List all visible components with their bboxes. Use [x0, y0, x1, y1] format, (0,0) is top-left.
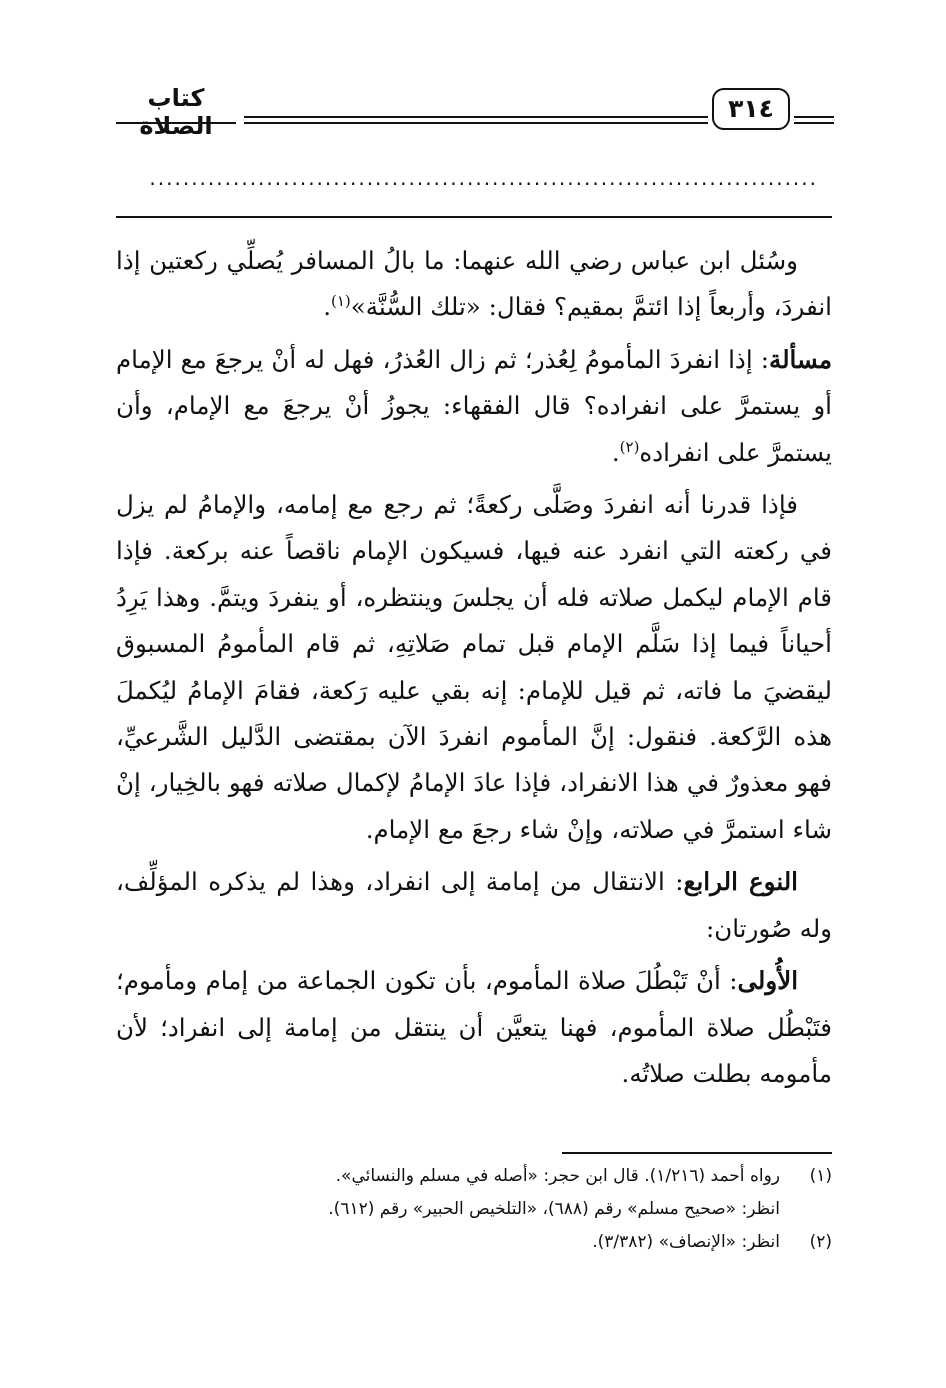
footnote-1	[116, 1160, 832, 1193]
paragraph-5-text: : أنْ تَبْطُلَ صلاة المأموم، بأن تكون الجماعة من إمام ومأموم؛ فتَبْطُل صلاة المأموم، فهنا يتعيَّن أن ينتقل من إمامة إلى انفراد؛ لأن مأمومه بطلت صلاتُه.	[116, 966, 832, 1088]
main-text	[116, 238, 832, 1103]
footnote-2	[116, 1226, 832, 1259]
page-number: ٣١٤	[712, 88, 790, 130]
paragraph-1	[116, 238, 832, 331]
paragraph-1-text: وسُئل ابن عباس رضي الله عنهما: ما بالُ المسافر يُصلِّي ركعتين إذا انفردَ، وأربعاً إذا ائتمَّ بمقيم؟ فقال: «تلك السُّنَّة»	[116, 246, 832, 322]
paragraph-3: فإذا قدرنا أنه انفردَ وصَلَّى ركعةً؛ ثم رجع مع إمامه، والإمامُ لم يزل في ركعته التي انفرد عنه فيها، فسيكون الإمام ناقصاً عنه بركعة. فإذا قام الإمام ليكمل صلاته فله أن يجلسَ وينتظره، أو ينفردَ ويتمَّ. وهذا يَرِدُ أحياناً فيما إذا سَلَّم الإمام قبل تمام صَلاتِهِ، ثم قام المأمومُ المسبوق ليقضيَ ما فاته، ثم قيل للإمام: إنه بقي عليه رَكعة، فقامَ الإمامُ ليُكملَ هذه الرَّكعة. فنقول: إنَّ المأموم انفردَ الآن بمقتضى الدَّليل الشَّرعيِّ، فهو معذورٌ في هذا الانفراد، فإذا عادَ الإمامُ لإكمال صلاته فهو بالخِيار، إنْ شاء استمرَّ في صلاته، وإنْ شاء رجعَ مع الإمام.	[116, 490, 832, 844]
paragraph-4-text: : الانتقال من إمامة إلى انفراد، وهذا لم يذكره المؤلِّف، وله صُورتان:	[116, 867, 832, 943]
section-heading: النوع الرابع	[683, 867, 798, 897]
separator-rule	[116, 216, 832, 218]
paragraph-4	[116, 859, 832, 952]
running-title: كتاب الصلاة	[139, 84, 213, 140]
paragraph-1-end: .	[323, 292, 331, 322]
issue-heading: مسألة	[768, 344, 832, 374]
paragraph-5	[116, 958, 832, 1097]
footnote-1-text: رواه أحمد (١/٢١٦). قال ابن حجر: «أصله في مسلم والنسائي».	[335, 1166, 780, 1186]
footnote-ref-1: (١)	[331, 292, 351, 311]
footnote-1-number: (١)	[809, 1166, 832, 1186]
footnote-2-text: انظر: «الإنصاف» (٣/٣٨٢).	[592, 1232, 780, 1252]
case-heading: الأُولى	[737, 966, 798, 996]
header-rule-right	[794, 116, 834, 124]
footnote-2-number: (٢)	[809, 1232, 832, 1252]
paragraph-2	[116, 337, 832, 476]
header-rule-left	[244, 116, 708, 124]
paragraph-2-end: .	[611, 437, 620, 467]
page-header	[116, 78, 830, 140]
footnote-1-continuation: انظر: «صحيح مسلم» رقم (٦٨٨)، «التلخيص الحبير» رقم (٦١٢).	[328, 1199, 780, 1219]
running-title-underline	[116, 122, 236, 124]
footnote-rule	[562, 1152, 832, 1154]
paragraph-2-text: : إذا انفردَ المأمومُ لِعُذر؛ ثم زال العُذرُ، فهل له أنْ يرجعَ مع الإمام أو يستمرَّ على انفراده؟ قال الفقهاء: يجوزُ أنْ يرجعَ مع الإمام، وأن يستمرَّ على انفراده	[116, 344, 832, 467]
footnote-ref-2: (٢)	[619, 437, 640, 456]
dotted-separator: ................................................................................	[149, 168, 818, 188]
footnotes	[116, 1160, 832, 1259]
